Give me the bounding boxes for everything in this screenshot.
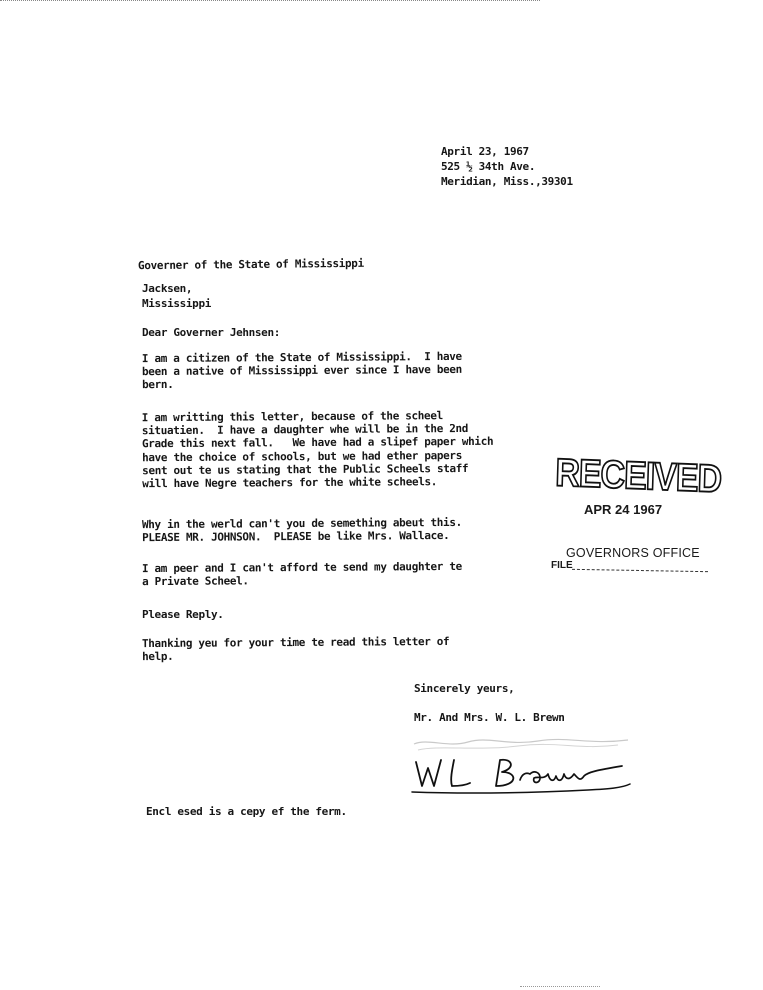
salutation: Dear Governer Jehnsen: <box>142 326 280 339</box>
recipient-title: Governer of the State of Mississippi <box>137 256 364 273</box>
body-paragraph-2: I am writting this letter, because of the scheel situatien. I have a daughter whe will be in the 2nd Grade this next fall. We have had a slipef paper which have the choice of schools, but we had ether papers sent out te us stating that the Public Scheels staff will have Negre teachers for the white scheels. <box>141 409 494 491</box>
handwritten-signature <box>408 736 638 798</box>
received-stamp-word: RECEIVED <box>554 451 722 502</box>
body-paragraph-4: I am peer and I can't afford te send my daughter te a Private Scheel. <box>141 559 462 589</box>
body-paragraph-5: Please Reply. <box>142 608 224 621</box>
typed-signer-name: Mr. And Mrs. W. L. Brewn <box>414 711 565 724</box>
body-paragraph-3: Why in the werld can't you de semething abeut this. PLEASE MR. JOHNSON. PLEASE be like Mrs. Wallace. <box>141 515 462 545</box>
body-paragraph-6: Thanking yeu for your time te read this letter of help. <box>141 634 450 664</box>
file-number-line <box>572 569 708 572</box>
scan-edge-top <box>0 0 540 4</box>
sender-street: 525 ½ 34th Ave. <box>441 160 536 173</box>
received-stamp-office: GOVERNORS OFFICE <box>566 546 700 560</box>
enclosure-note: Encl esed is a cepy ef the ferm. <box>146 805 347 818</box>
sender-city: Meridian, Miss.,39301 <box>441 175 573 188</box>
letter-date: April 23, 1967 <box>441 145 529 158</box>
valediction: Sincerely yeurs, <box>414 682 515 695</box>
recipient-city: Jacksen, <box>142 282 193 295</box>
received-stamp-date: APR 24 1967 <box>584 502 663 517</box>
recipient-state: Mississippi <box>142 297 211 310</box>
scan-edge-bottom <box>520 986 600 989</box>
body-paragraph-1: I am a citizen of the State of Mississippi. I have been a native of Mississippi ever since I have been bern. <box>141 349 462 392</box>
received-stamp-file-label: FILE <box>551 560 573 571</box>
